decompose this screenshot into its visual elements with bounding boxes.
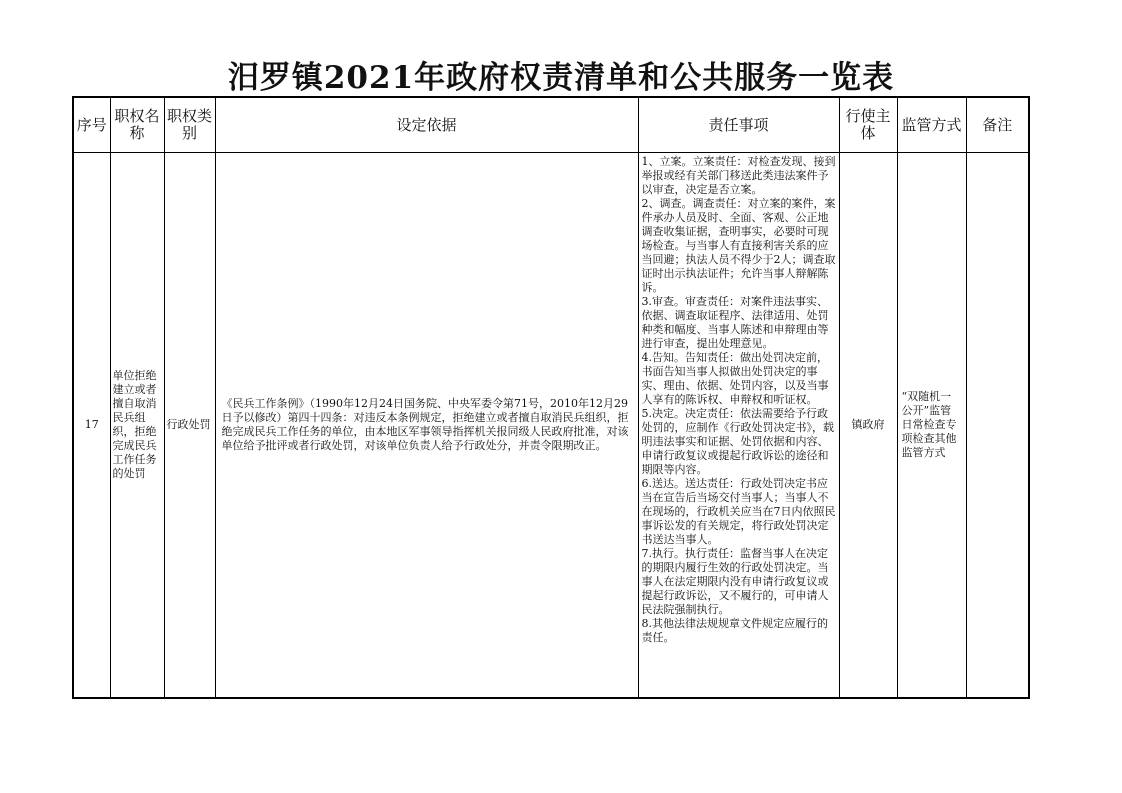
responsibility-table (72, 96, 1030, 699)
header-supervision: 监管方式 (897, 97, 966, 153)
header-name: 职权名称 (110, 97, 164, 153)
page-title: 汨罗镇2021年政府权责清单和公共服务一览表 (227, 60, 895, 96)
cell-supervision: “双随机一公开”监管日常检查专项检查其他监管方式 (897, 153, 966, 698)
cell-name: 单位拒绝建立或者擅自取消民兵组织，拒绝完成民兵工作任务的处罚 (110, 153, 164, 698)
header-basis: 设定依据 (215, 97, 638, 153)
header-duty: 责任事项 (638, 97, 839, 153)
header-subject: 行使主体 (839, 97, 897, 153)
cell-subject: 镇政府 (839, 153, 897, 698)
header-row (73, 97, 1029, 153)
cell-no: 17 (73, 153, 110, 698)
table-row (73, 153, 1029, 698)
cell-type: 行政处罚 (164, 153, 215, 698)
duty-text: 1、立案。立案责任：对检查发现、接到举报或经有关部门移送此类违法案件予以审查，决定是否立案。 2、调查。调查责任：对立案的案件，案件承办人员及时、全面、客观、公正地调查收集证据，查明事实，必要时可现场检查。与当事人有直接利害关系的应当回避；执法人员不得少于2人；调查取证时出示执法证件；允许当事人辩解陈诉。 3.审查。审查责任：对案件违法事实、依据、调查取证程序、法律适用、处罚种类和幅度、当事人陈述和申辩理由等进行审查，提出处理意见。 4.告知。告知责任：做出处罚决定前，书面告知当事人拟做出处罚决定的事实、理由、依据、处罚内容，以及当事人享有的陈诉权、申辩权和听证权。 5.决定。决定责任：依法需要给予行政处罚的，应制作《行政处罚决定书》，载明违法事实和证据、处罚依据和内容、申请行政复议或提起行政诉讼的途径和期限等内容。 6.送达。送达责任：行政处罚决定书应当在宣告后当场交付当事人；当事人不在现场的，行政机关应当在7日内依照民事诉讼发的有关规定，将行政处罚决定书送达当事人。 7.执行。执行责任：监督当事人在决定的期限内履行生效的行政处罚决定。当事人在法定期限内没有申请行政复议或提起行政诉讼，又不履行的，可申请人民法院强制执行。 8.其他法律法规规章文件规定应履行的责任。 (641, 155, 836, 644)
cell-basis: 《民兵工作条例》（1990年12月24日国务院、中央军委令第71号，2010年12月29日予以修改）第四十四条：对违反本条例规定，拒绝建立或者擅自取消民兵组织，拒绝完成民兵工作任务的单位，由本地区军事领导指挥机关报同级人民政府批准，对该单位给予批评或者行政处罚，对该单位负责人给予行政处分，并责令限期改正。 (215, 153, 638, 698)
header-remark: 备注 (966, 97, 1029, 153)
header-type: 职权类别 (164, 97, 215, 153)
header-no: 序号 (73, 97, 110, 153)
cell-duty (638, 153, 839, 698)
cell-remark (966, 153, 1029, 698)
